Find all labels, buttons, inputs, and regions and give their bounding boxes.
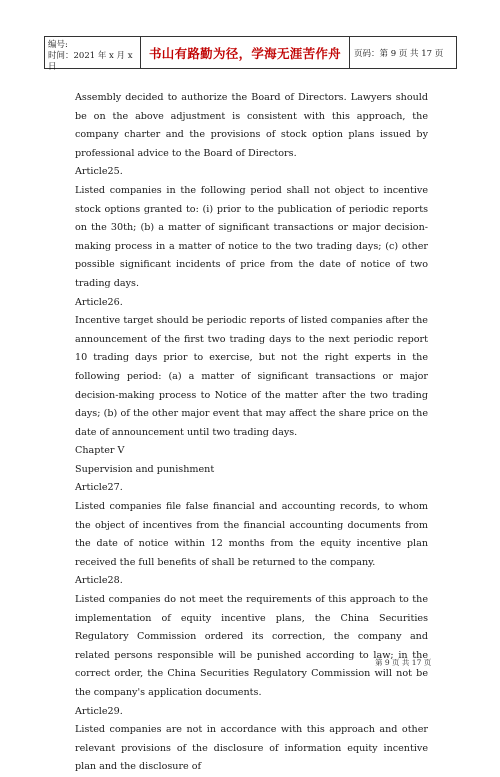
document-number-label: 编号:	[48, 40, 68, 50]
header-page-info: 页码：第 9 页 共 17 页	[354, 48, 444, 59]
section-heading: Article26.	[75, 296, 123, 308]
document-time: 时间：2021 年 x 月 x 日	[48, 51, 133, 72]
section-heading: Article28.	[75, 575, 123, 587]
body-paragraph: Listed companies in the following period shall not object to incentive stock options granted to: (i) prior to the publication of periodic reports on the 30th; (b) a matter of significant transactions or major decision-making process in a matter of notice to the two trading days; (c) other possible significant incidents of price from the date of notice of two trading days.	[75, 184, 428, 289]
body-paragraph: Assembly decided to authorize the Board of Directors. Lawyers should be on the above adjustment is consistent with this approach, the company charter and the provisions of stock option plans issued by professional advice to the Board of Directors.	[75, 92, 428, 159]
section-heading: Article29.	[75, 705, 123, 717]
body-paragraph: Listed companies do not meet the requirements of this approach to the implementation of equity incentive plans, the China Securities Regulatory Commission ordered its correction, the company and related persons responsible will be punished according to law; in the correct order, the China Securities Regulatory Commission will not be the company's application documents.	[75, 594, 428, 698]
body-paragraph: Listed companies are not in accordance with this approach and other relevant provisions of the disclosure of information equity incentive plan and the disclosure of	[75, 724, 428, 773]
body-paragraph: Listed companies file false financial and accounting records, to whom the object of incentives from the financial accounting documents from the date of notice within 12 months from the equity incentive plan received the full benefits of shall be returned to the company.	[75, 501, 428, 568]
section-heading: Article27.	[75, 482, 123, 494]
section-heading: Supervision and punishment	[75, 463, 215, 475]
header-meta	[45, 37, 141, 72]
page-footer: 第 9 页 共 17 页	[375, 658, 432, 667]
page-header	[44, 36, 457, 72]
section-heading: Article25.	[75, 166, 123, 178]
body-paragraph: Incentive target should be periodic reports of listed companies after the announcement of the first two trading days to the next periodic report 10 trading days prior to exercise, but not the right experts in the following period: (a) a matter of significant transactions or major decision-making process to Notice of the matter after the two trading days; (b) of the other major event that may affect the share price on the date of announcement until two trading days.	[75, 315, 428, 438]
header-motto: 书山有路勤为径，学海无涯苦作舟	[141, 37, 350, 68]
document-body	[75, 89, 428, 777]
section-heading: Chapter V	[75, 445, 125, 457]
